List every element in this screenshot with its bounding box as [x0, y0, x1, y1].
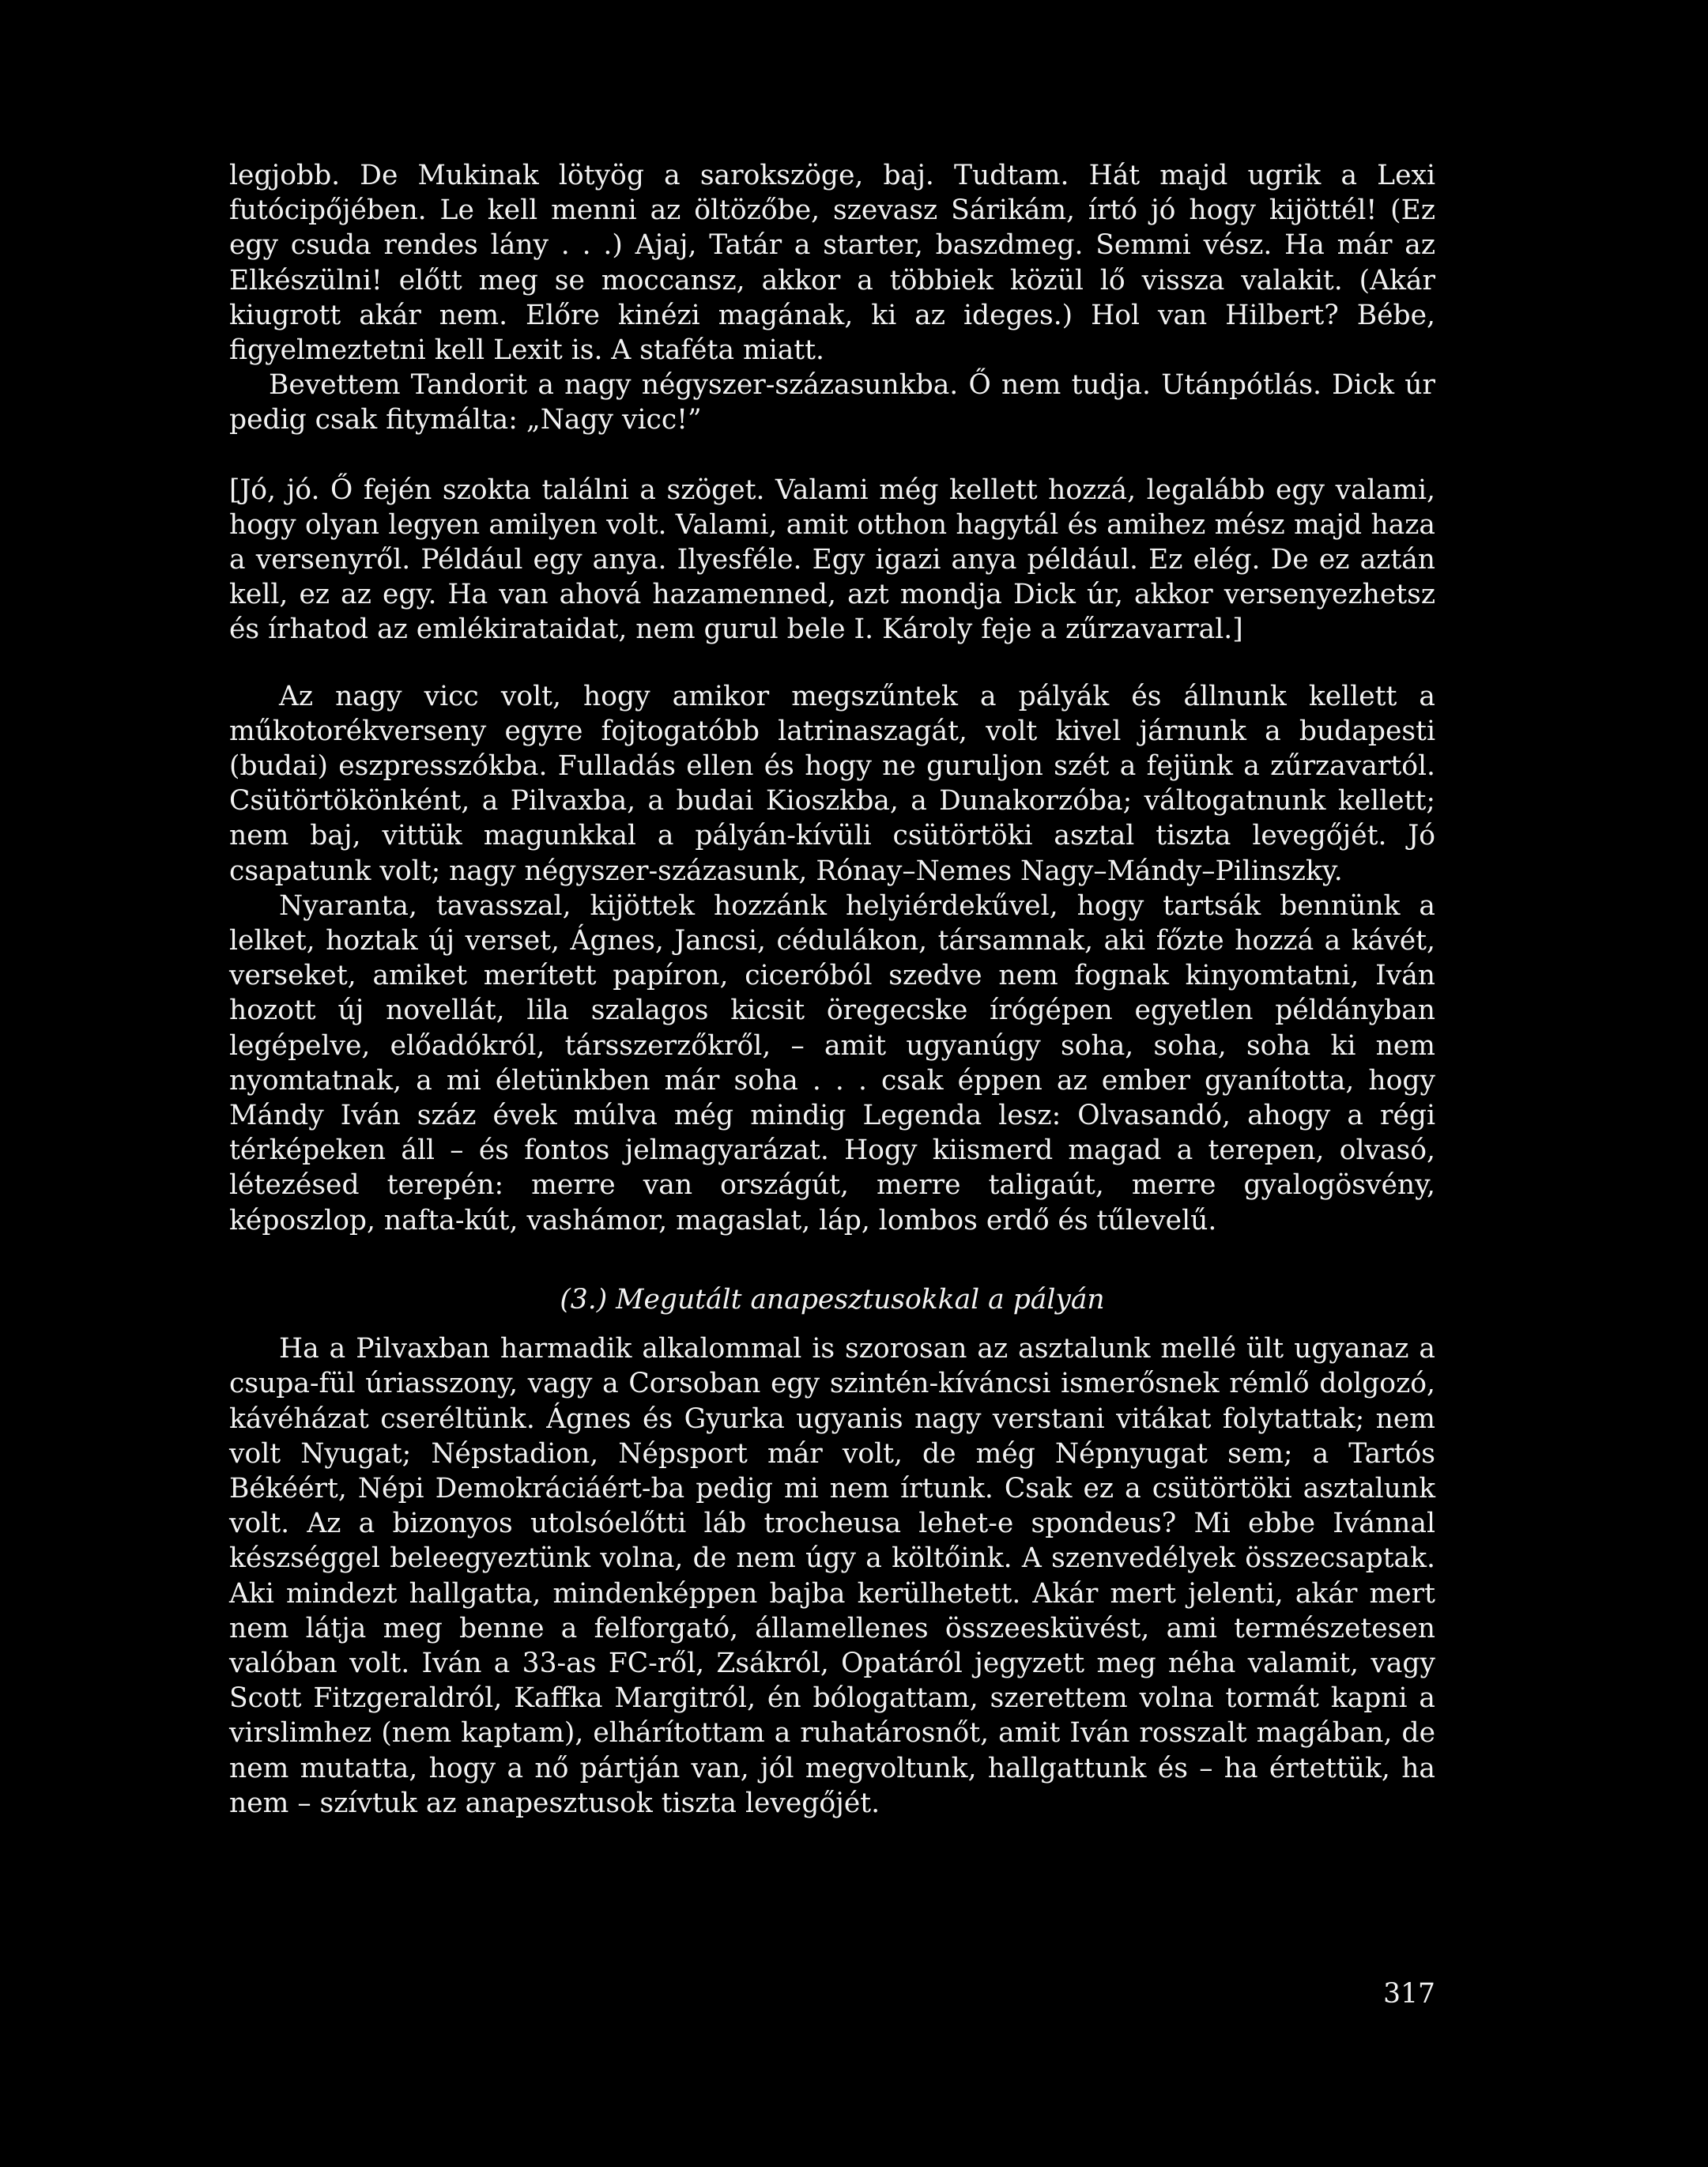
body-text [229, 158, 1435, 1821]
paragraph-1: legjobb. De Mukinak lötyög a sarokszöge, baj. Tudtam. Hát majd ugrik a Lexi futócipőjében. Le kell menni az öltözőbe, szevasz Sárikám, írtó jó hogy kijöttél! (Ez egy csuda rendes lány . . .) Ajaj, Tatár a starter, baszdmeg. Semmi vész. Ha már az Elkészülni! előtt meg se moccansz, akkor a többiek közül lő vissza valakit. (Akár kiugrott akár nem. Előre kinézi magának, ki az ideges.) Hol van Hilbert? Bébe, figyelmeztetni kell Lexit is. A staféta miatt. [229, 160, 1435, 367]
paragraph-3-bracketed: [Jó, jó. Ő fején szokta találni a szöget. Valami még kellett hozzá, legalább egy valami, hogy olyan legyen amilyen volt. Valami, amit otthon hagytál és amihez mész majd haza a versenyről. Például egy anya. Ilyesféle. Egy igazi anya például. Ez elég. De ez aztán kell, ez az egy. Ha van ahová hazamenned, azt mondja Dick úr, akkor versenyezhetsz és írhatod az emlékirataidat, nem gurul bele I. Károly feje a zűrzavarral.] [229, 474, 1435, 646]
page-number: 317 [1383, 1978, 1435, 2010]
paragraph-6: Ha a Pilvaxban harmadik alkalommal is szorosan az asztalunk mellé ült ugyanaz a csupa-fül úriasszony, vagy a Corsoban egy szintén-kíváncsi ismerősnek rémlő dolgozó, kávéházat cseréltünk. Ágnes és Gyurka ugyanis nagy verstani vitákat folytattak; nem volt Nyugat; Népstadion, Népsport már volt, de még Népnyugat sem; a Tartós Békéért, Népi Demokráciáért-ba pedig mi nem írtunk. Csak ez a csütörtöki asztalunk volt. Az a bizonyos utolsóelőtti láb trocheusa lehet-e spondeus? Mi ebbe Ivánnal készséggel beleegyeztünk volna, de nem úgy a költőink. A szenvedélyek összecsaptak. Aki mindezt hallgatta, mindenképpen bajba kerülhetett. Akár mert jelenti, akár mert nem látja meg benne a felforgató, államellenes összeesküvést, ami természetesen valóban volt. Iván a 33-as FC-ről, Zsákról, Opatáról jegyzett meg néha valamit, vagy Scott Fitzgeraldról, Kaffka Margitról, én bólogattam, szerettem volna tormát kapni a virslimhez (nem kaptam), elhárítottam a ruhatárosnőt, amit Iván rosszalt magában, de nem mutatta, hogy a nő pártján van, jól megvoltunk, hallgattunk és – ha értettük, ha nem – szívtuk az anapesztusok tiszta levegőjét. [229, 1333, 1435, 1819]
paragraph-4: Az nagy vicc volt, hogy amikor megszűntek a pályák és állnunk kellett a műkotorékverseny egyre fojtogatóbb latrinaszagát, volt kivel járnunk a budapesti (budai) eszpresszókba. Fulladás ellen és hogy ne guruljon szét a fejünk a zűrzavartól. Csütörtökönként, a Pilvaxba, a budai Kioszkba, a Dunakorzóba; váltogatnunk kellett; nem baj, vittük magunkkal a pályán-kívüli csütörtöki asztal tiszta levegőjét. Jó csapatunk volt; nagy négyszer-százasunk, Rónay–Nemes Nagy–Mándy–Pilinszky. [229, 680, 1435, 887]
section-heading: (3.) Megutált anapesztusokkal a pályán [560, 1283, 1105, 1316]
paragraph-5: Nyaranta, tavasszal, kijöttek hozzánk helyiérdekűvel, hogy tartsák bennünk a lelket, hoztak új verset, Ágnes, Jancsi, cédulákon, társamnak, aki főzte hozzá a kávét, verseket, amiket merített papíron, ciceróból szedve nem fognak kinyomtatni, Iván hozott új novellát, lila szalagos kicsit öregecske írógépen egyetlen példányban legépelve, előadókról, társszerzőkről, – amit ugyanúgy soha, soha, soha ki nem nyomtatnak, a mi életünkben már soha . . . csak éppen az ember gyanította, hogy Mándy Iván száz évek múlva még mindig Legenda lesz: Olvasandó, ahogy a régi térképeken áll – és fontos jelmagyarázat. Hogy kiismerd magad a terepen, olvasó, létezésed terepén: merre van országút, merre taligaút, merre gyalogösvény, képoszlop, nafta-kút, vashámor, magaslat, láp, lombos erdő és tűlevelű. [229, 889, 1435, 1236]
paragraph-2: Bevettem Tandorit a nagy négyszer-százasunkba. Ő nem tudja. Utánpótlás. Dick úr pedig csak fitymálta: „Nagy vicc!” [229, 369, 1435, 436]
